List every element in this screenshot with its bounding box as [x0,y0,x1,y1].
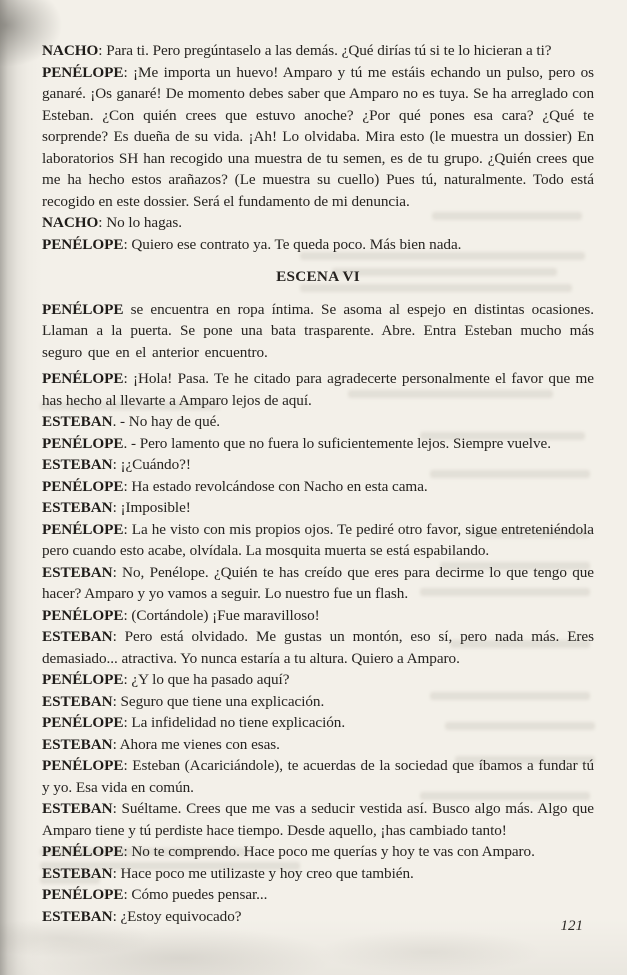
dialogue-line: PENÉLOPE: (Cortándole) ¡Fue maravilloso! [42,606,320,624]
dialogue-line: PENÉLOPE: No te comprendo. Hace poco me querías y hoy te vas con Amparo. [42,843,535,860]
speaker-name: PENÉLOPE [42,757,124,774]
dialogue-line: ESTEBAN. - No hay de qué. [42,413,221,430]
speaker-name: PENÉLOPE [42,886,124,903]
dialogue-line: PENÉLOPE: ¡Me importa un huevo! Amparo y tú me estáis echando un pulso, pero os ganaré. ¡Os ganaré! De momento debes saber que Amparo no es tuya. Se ha arreglado con Esteban. ¿Con quién crees que estuvo anoche? ¿Por qué pones esa cara? ¿Qué te sorprende? Es dueña de su vida. ¡Ah! Lo olvidaba. Mira esto (le muestra un dossier) En laboratorios SH han recogido una muestra de tu semen, es de tu grupo. ¿Quién crees que me ha hecho estos arañazos? (Le muestra su cuello) Pues tú, naturalmente. Todo está recogido en este dossier. Será el fundamento de mi denuncia. [42,63,594,210]
dialogue-line: ESTEBAN: Seguro que tiene una explicación. [42,692,325,710]
speaker-name: PENÉLOPE [42,714,124,731]
stage-direction: PENÉLOPE se encuentra en ropa íntima. Se asoma al espejo en distintas ocasiones. Llaman a la puerta. Se pone una bata trasparente. Abre. Entra Esteban mucho más seguro que en el anterior encuentro. [42,300,594,361]
speaker-name: ESTEBAN [42,692,113,710]
speaker-name: NACHO [42,214,99,231]
speaker-name: PENÉLOPE [42,843,124,860]
speaker-name: ESTEBAN [42,456,113,473]
speaker-name: PENÉLOPE [42,370,124,387]
speaker-name: ESTEBAN [42,628,113,645]
speaker-name: ESTEBAN [42,563,113,581]
dialogue-line: PENÉLOPE: Cómo puedes pensar... [42,886,268,903]
dialogue-line: PENÉLOPE: La infidelidad no tiene explicación. [42,714,346,731]
dialogue-line: NACHO: Para ti. Pero pregúntaselo a las demás. ¿Qué dirías tú si te lo hicieran a ti? [42,42,552,59]
dialogue-line: PENÉLOPE: ¿Y lo que ha pasado aquí? [42,671,290,688]
dialogue-line: ESTEBAN: Suéltame. Crees que me vas a seducir vestida así. Busco algo más. Algo que Amparo tiene y tú perdiste hace tiempo. Desde aquello, ¡has cambiado tanto! [42,800,594,839]
speaker-name: PENÉLOPE [42,300,124,318]
page-number: 121 [560,918,583,934]
speaker-name: ESTEBAN [42,800,113,817]
dialogue-line: PENÉLOPE: La he visto con mis propios ojos. Te pediré otro favor, sigue entreteniéndola pero cuando esto acabe, olvídala. La mosquita muerta se está espabilando. [42,520,594,559]
dialogue-line: ESTEBAN: Pero está olvidado. Me gustas un montón, eso sí, pero nada más. Eres demasiado... atractiva. Yo nunca estaría a tu altura. Quiero a Amparo. [42,628,594,667]
dialogue-line: PENÉLOPE. - Pero lamento que no fuera lo suficientemente lejos. Siempre vuelve. [42,434,551,452]
speaker-name: ESTEBAN [42,864,113,882]
speaker-name: PENÉLOPE [42,235,124,253]
dialogue-line: ESTEBAN: ¿Estoy equivocado? [42,907,242,925]
dialogue-line: NACHO: No lo hagas. [42,214,182,231]
dialogue-line: ESTEBAN: No, Penélope. ¿Quién te has creído que eres para decirme lo que tengo que hacer? Amparo y yo vamos a seguir. Lo nuestro fue un flash. [42,563,594,602]
dialogue-line: ESTEBAN: ¡¿Cuándo?! [42,456,191,473]
speaker-name: PENÉLOPE [42,606,124,624]
dialogue-line: PENÉLOPE: Ha estado revolcándose con Nacho en esta cama. [42,477,428,495]
dialogue-line: PENÉLOPE: Quiero ese contrato ya. Te queda poco. Más bien nada. [42,235,462,253]
speaker-name: ESTEBAN [42,907,113,925]
dialogue-line: ESTEBAN: Ahora me vienes con esas. [42,735,280,753]
speaker-name: ESTEBAN [42,735,113,753]
scene-heading: ESCENA VI [276,268,360,285]
speaker-name: PENÉLOPE [42,520,124,538]
dialogue-line: ESTEBAN: ¡Imposible! [42,499,191,516]
dialogue-line: PENÉLOPE: ¡Hola! Pasa. Te he citado para agradecerte personalmente el favor que me has hecho al llevarte a Amparo lejos de aquí. [42,370,594,409]
dialogue-line: PENÉLOPE: Esteban (Acariciándole), te acuerdas de la sociedad que íbamos a fundar tú y yo. Esa vida en común. [42,757,594,796]
speaker-name: PENÉLOPE [42,434,124,452]
speaker-name: ESTEBAN [42,413,113,430]
speaker-name: NACHO [42,42,99,59]
speaker-name: ESTEBAN [42,499,113,516]
dialogue-line: ESTEBAN: Hace poco me utilizaste y hoy creo que también. [42,864,414,882]
speaker-name: PENÉLOPE [42,63,124,81]
speaker-name: PENÉLOPE [42,671,124,688]
speaker-name: PENÉLOPE [42,477,124,495]
script-text [42,40,594,927]
